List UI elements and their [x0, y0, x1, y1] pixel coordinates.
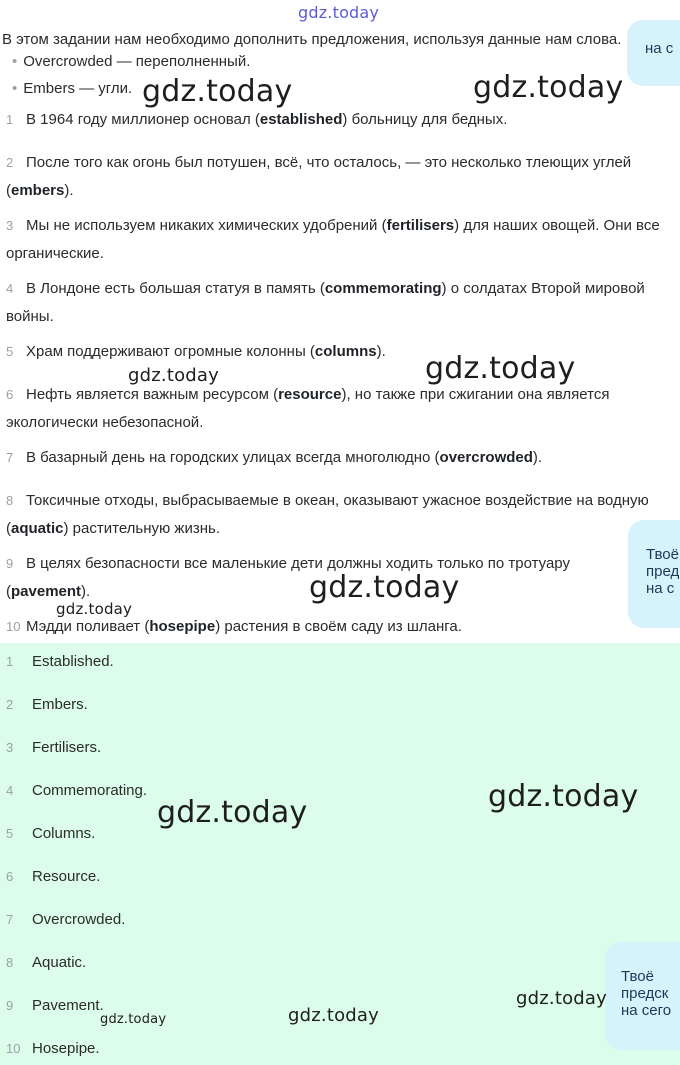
answer-number: 1 — [6, 654, 14, 669]
answer-number: 8 — [6, 955, 14, 970]
promo-line: на с — [646, 580, 675, 597]
sentence-text: В Лондоне есть большая статуя в память ( — [26, 280, 325, 297]
answer-word: columns — [314, 343, 377, 360]
watermark: gdz.today — [309, 570, 460, 605]
vocab-item — [12, 80, 132, 97]
sentence-number: 4 — [6, 281, 14, 296]
answer-text: Aquatic. — [32, 954, 87, 971]
sentence-row — [6, 275, 670, 331]
answer-text: Hosepipe. — [32, 1040, 100, 1057]
answer-item — [6, 782, 147, 799]
sentence-text: ) для наших овощей. Они все органические. — [6, 217, 660, 262]
task-intro: В этом задании нам необходимо дополнить предложения, используя данные нам слова. — [2, 31, 622, 48]
sentence-number: 3 — [6, 218, 14, 233]
answer-word: aquatic — [11, 520, 64, 537]
answer-item — [6, 911, 125, 928]
watermark: gdz.today — [128, 365, 220, 386]
watermark: gdz.today — [425, 351, 576, 386]
answer-item — [6, 739, 101, 756]
sentence-text: ). — [64, 182, 74, 199]
promo-bubble-text — [646, 546, 679, 597]
promo-bubble-bottom[interactable] — [605, 942, 680, 1050]
promo-line: Твоё — [621, 968, 654, 985]
sentence-number: 6 — [6, 387, 14, 402]
promo-line: Твоё — [646, 546, 679, 563]
promo-bubble-text: на с — [645, 40, 674, 57]
answer-number: 3 — [6, 740, 14, 755]
answer-number: 2 — [6, 697, 14, 712]
answer-number: 5 — [6, 826, 14, 841]
watermark: gdz.today — [157, 795, 308, 830]
watermark: gdz.today — [516, 988, 608, 1009]
answer-word: embers — [11, 182, 65, 199]
answer-text: Established. — [32, 653, 114, 670]
sentence-number: 5 — [6, 344, 14, 359]
answer-item — [6, 1040, 100, 1057]
promo-line: пред — [646, 563, 680, 580]
sentence-text: ). — [81, 583, 91, 600]
sentence-text: В 1964 году миллионер основал ( — [26, 111, 260, 128]
sentence-text: ). — [376, 343, 386, 360]
sentence-number: 9 — [6, 556, 14, 571]
watermark: gdz.today — [100, 1012, 167, 1027]
sentence-text: Токсичные отходы, выбрасываемые в океан, оказывают ужасное воздействие на водную ( — [6, 492, 649, 537]
watermark: gdz.today — [488, 779, 639, 814]
sentence-text: Мэдди поливает ( — [26, 618, 150, 635]
answer-word: hosepipe — [149, 618, 216, 635]
sentence-text: ) растения в своём саду из шланга. — [215, 618, 462, 635]
answer-word: pavement — [11, 583, 82, 600]
sentence-text: В базарный день на городских улицах всегда многолюдно ( — [26, 449, 440, 466]
sentence-text: В целях безопасности все маленькие дети должны ходить только по тротуару ( — [6, 555, 570, 600]
answer-text: Columns. — [32, 825, 96, 842]
sentence-row — [6, 487, 670, 543]
watermark: gdz.today — [142, 74, 293, 109]
promo-bubble-top[interactable] — [627, 20, 680, 86]
watermark: gdz.today — [473, 70, 624, 105]
answer-number: 4 — [6, 783, 14, 798]
sentence-text: ) больницу для бедных. — [342, 111, 508, 128]
sentence-number: 2 — [6, 155, 14, 170]
sentence-number: 1 — [6, 112, 14, 127]
sentence-text: Мы не используем никаких химических удобрений ( — [26, 217, 387, 234]
sentence-text: ) растительную жизнь. — [63, 520, 220, 537]
sentence-text: Храм поддерживают огромные колонны ( — [26, 343, 315, 360]
sentence-row — [6, 149, 670, 205]
answer-word: commemorating — [324, 280, 442, 297]
answer-item — [6, 954, 86, 971]
answer-number: 9 — [6, 998, 14, 1013]
bullet-dot: • — [12, 80, 18, 97]
sentence-number: 7 — [6, 450, 14, 465]
answer-text: Resource. — [32, 868, 101, 885]
vocab-text: Overcrowded — переполненный. — [23, 53, 251, 70]
answer-word: overcrowded — [439, 449, 533, 466]
answer-item — [6, 868, 100, 885]
answer-item — [6, 696, 88, 713]
answer-item — [6, 997, 104, 1014]
sentence-text: После того как огонь был потушен, всё, что осталось, — это несколько тлеющих углей ( — [6, 154, 632, 199]
answer-word: resource — [278, 386, 342, 403]
bullet-dot: • — [12, 53, 18, 70]
answer-text: Pavement. — [32, 997, 104, 1014]
watermark: gdz.today — [288, 1005, 380, 1026]
sentence-text: ), но также при сжигании она является экологически небезопасной. — [6, 386, 610, 431]
sentence-number: 8 — [6, 493, 14, 508]
sentence-row — [6, 106, 670, 134]
promo-bubble-mid[interactable] — [628, 520, 680, 628]
answer-number: 7 — [6, 912, 14, 927]
vocab-item — [12, 53, 250, 70]
promo-line: на сего — [621, 1002, 672, 1019]
answer-item — [6, 653, 114, 670]
watermark: gdz.today — [56, 600, 133, 618]
promo-bubble-text — [621, 968, 671, 1019]
promo-line: предск — [621, 985, 669, 1002]
answer-text: Fertilisers. — [32, 739, 102, 756]
sentence-row — [6, 212, 670, 268]
sentence-number: 10 — [6, 619, 21, 634]
answer-number: 6 — [6, 869, 14, 884]
sentence-row — [6, 444, 670, 472]
answer-word: established — [259, 111, 343, 128]
answer-text: Commemorating. — [32, 782, 148, 799]
answer-word: fertilisers — [386, 217, 455, 234]
sentence-text: Нефть является важным ресурсом ( — [26, 386, 279, 403]
answer-text: Embers. — [32, 696, 88, 713]
sentence-row — [6, 381, 670, 437]
sentence-text: ) о солдатах Второй мировой войны. — [6, 280, 645, 325]
watermark-top: gdz.today — [298, 3, 380, 22]
answer-number: 10 — [6, 1041, 21, 1056]
vocab-text: Embers — угли. — [23, 80, 133, 97]
answer-text: Overcrowded. — [32, 911, 126, 928]
answer-item — [6, 825, 95, 842]
sentence-text: ). — [532, 449, 543, 466]
